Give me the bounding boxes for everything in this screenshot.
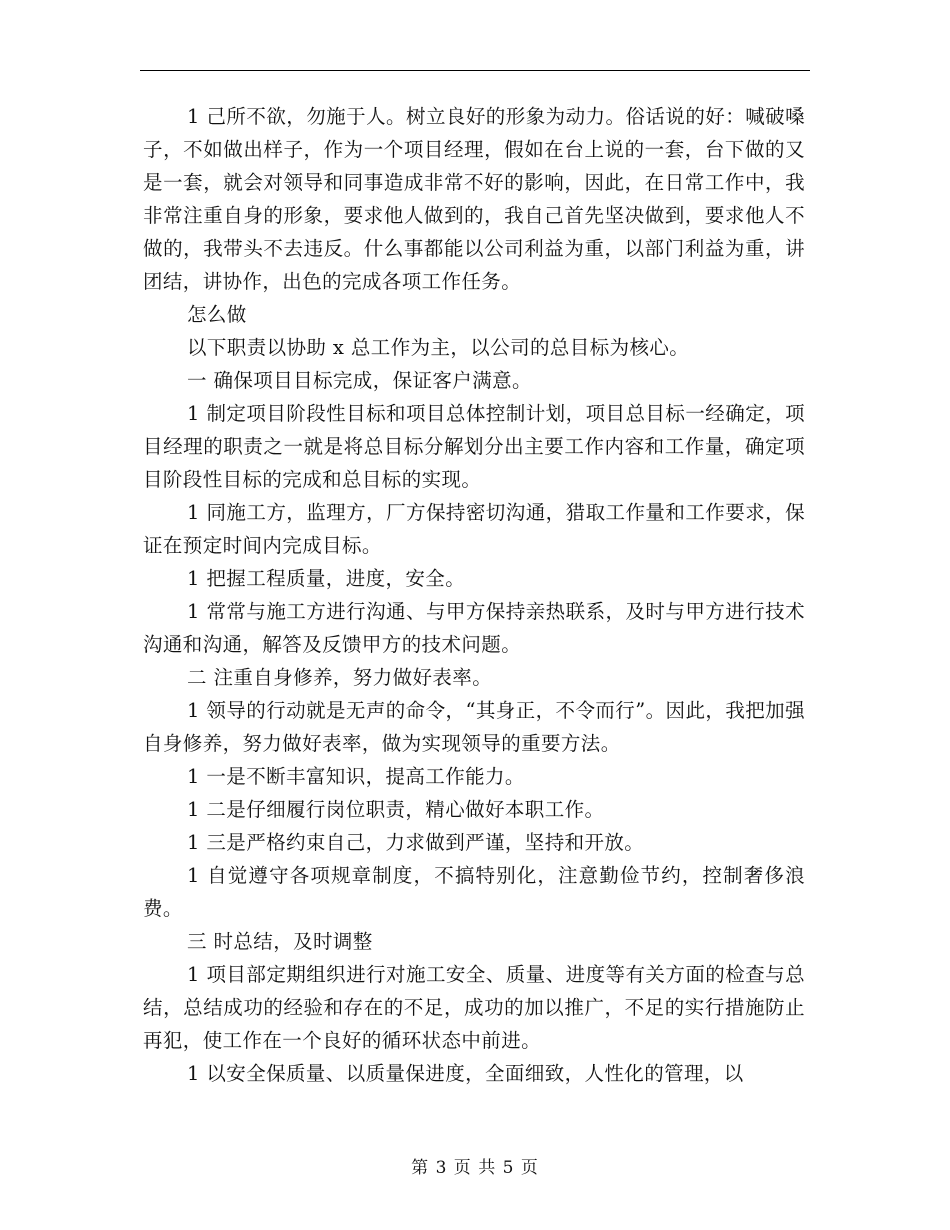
paragraph: 1 常常与施工方进行沟通、与甲方保持亲热联系，及时与甲方进行技术沟通和沟通，解答及反馈甲方的技术问题。 (143, 600, 805, 656)
paragraph: 1 一是不断丰富知识，提高工作能力。 (187, 765, 525, 788)
section-heading: 二 注重自身修养，努力做好表率。 (187, 666, 493, 689)
document-body (143, 100, 805, 1090)
paragraph: 1 己所不欲，勿施于人。树立良好的形象为动力。俗话说的好：喊破嗓子，不如做出样子，作为一个项目经理，假如在台上说的一套，台下做的又是一套，就会对领导和同事造成非常不好的影响，因此，在日常工作中，我非常注重自身的形象，要求他人做到的，我自己首先坚决做到，要求他人不做的，我带头不去违反。什么事都能以公司利益为重，以部门利益为重，讲团结，讲协作，出色的完成各项工作任务。 (143, 105, 805, 293)
paragraph: 1 二是仔细履行岗位职责，精心做好本职工作。 (187, 798, 605, 821)
paragraph: 以下职责以协助 x 总工作为主，以公司的总目标为核心。 (187, 336, 690, 359)
paragraph: 1 三是严格约束自己，力求做到严谨，坚持和开放。 (187, 831, 645, 854)
paragraph: 1 项目部定期组织进行对施工安全、质量、进度等有关方面的检查与总结，总结成功的经验和存在的不足，成功的加以推广，不足的实行措施防止再犯，使工作在一个良好的循环状态中前进。 (143, 963, 805, 1052)
page-number-label: 第 3 页 共 5 页 (411, 1158, 539, 1178)
section-heading: 一 确保项目目标完成，保证客户满意。 (187, 369, 532, 392)
paragraph: 1 把握工程质量，进度，安全。 (187, 567, 466, 590)
page-footer (0, 1153, 950, 1178)
paragraph: 1 以安全保质量、以质量保进度，全面细致，人性化的管理，以 (187, 1062, 744, 1085)
header-rule (140, 70, 810, 71)
paragraph: 1 领导的行动就是无声的命令，“其身正，不令而行”。因此，我把加强自身修养，努力做好表率，做为实现领导的重要方法。 (143, 699, 805, 755)
paragraph: 1 自觉遵守各项规章制度，不搞特别化，注意勤俭节约，控制奢侈浪费。 (143, 864, 805, 920)
paragraph: 怎么做 (187, 303, 247, 326)
paragraph: 1 同施工方，监理方，厂方保持密切沟通，猎取工作量和工作要求，保证在预定时间内完成目标。 (143, 501, 805, 557)
section-heading: 三 时总结，及时调整 (187, 930, 373, 953)
paragraph: 1 制定项目阶段性目标和项目总体控制计划，项目总目标一经确定，项目经理的职责之一就是将总目标分解划分出主要工作内容和工作量，确定项目阶段性目标的完成和总目标的实现。 (143, 402, 805, 491)
